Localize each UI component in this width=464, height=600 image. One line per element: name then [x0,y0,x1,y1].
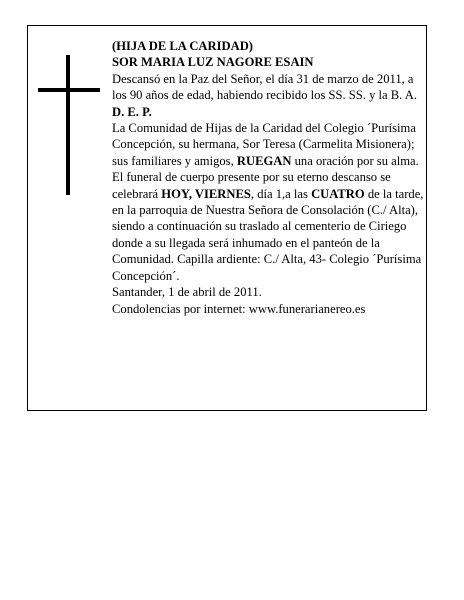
location-text: de la tarde, en la parroquia de Nuestra Señora de Consolación (C./ Alta), siendo a continuación su traslado al cementerio de Ciriego donde a su llegada será inhumado en el panteón de la Comunidad. Capilla ardiente: C./ Alta, 43- Colegio ´Purísima Concepción´. [112,186,424,283]
date-text: , día 1,a las [250,186,308,201]
hour-text: CUATRO [311,186,365,201]
prayer-text: una oración por su alma. El funeral de cuerpo presente por su eterno descanso se celebrará [112,153,419,201]
death-announcement: Descansó en la Paz del Señor, el día 31 de marzo de 2011, a los 90 años de edad, habiendo recibido los SS. SS. y la B. A. [112,71,418,103]
ruegan-text: RUEGAN [236,153,292,168]
dep-heading: D. E. P. [112,104,152,119]
place-date: Santander, 1 de abril de 2011. [112,285,262,300]
deceased-name: SOR MARIA LUZ NAGORE ESAIN [112,55,314,70]
condolences-line: Condolencias por internet: www.funerarianereo.es [112,301,366,316]
congregation-heading: (HIJA DE LA CARIDAD) [112,39,253,53]
funeral-details [112,120,428,284]
notice-text [112,38,428,317]
cross-vertical-bar [66,55,70,195]
cross-horizontal-bar [38,88,100,92]
family-text: La Comunidad de Hijas de la Caridad del Colegio ´Purísima Concepción, su hermana, Sor Teresa (Carmelita Misionera); sus familiares y amigos, [112,121,416,168]
day-text: HOY, VIERNES [161,186,251,201]
